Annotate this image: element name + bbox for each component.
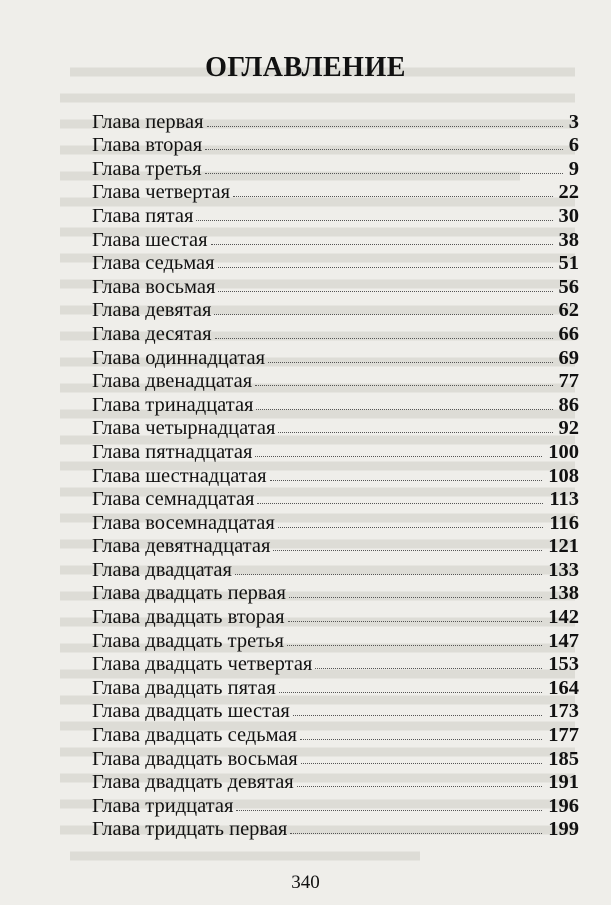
toc-dot-leader [256, 408, 552, 410]
toc-row [92, 557, 579, 581]
toc-page-number: 177 [548, 724, 579, 747]
toc-dot-leader [218, 290, 552, 292]
toc-page-number: 196 [548, 794, 579, 817]
toc-dot-leader [301, 762, 543, 764]
toc-dot-leader [278, 526, 544, 528]
toc-page-number: 173 [548, 700, 579, 723]
toc-row [92, 581, 579, 605]
toc-page-number: 191 [548, 771, 579, 794]
toc-row [92, 321, 579, 345]
toc-page-number: 185 [548, 747, 579, 770]
toc-row [92, 439, 579, 463]
toc-row [92, 369, 579, 393]
toc-dot-leader [287, 644, 542, 646]
toc-dot-leader [207, 125, 563, 127]
toc-dot-leader [289, 596, 542, 598]
toc-chapter-title: Глава двадцать восьмая [92, 747, 298, 770]
toc-row [92, 298, 579, 322]
toc-chapter-title: Глава тринадцатая [92, 393, 254, 416]
toc-chapter-title: Глава двадцать первая [92, 582, 286, 605]
toc-row [92, 722, 579, 746]
toc-chapter-title: Глава двадцать четвертая [92, 653, 313, 676]
toc-chapter-title: Глава двадцать седьмая [92, 724, 297, 747]
toc-page-number: 108 [548, 464, 579, 487]
toc-dot-leader [315, 667, 542, 669]
toc-row [92, 274, 579, 298]
toc-chapter-title: Глава восьмая [92, 275, 216, 298]
toc-dot-leader [297, 785, 543, 787]
toc-chapter-title: Глава десятая [92, 322, 212, 345]
toc-chapter-title: Глава двенадцатая [92, 370, 253, 393]
toc-chapter-title: Глава двадцать пятая [92, 676, 276, 699]
toc-chapter-title: Глава вторая [92, 134, 203, 157]
toc-dot-leader [211, 243, 553, 245]
toc-chapter-title: Глава девятнадцатая [92, 535, 271, 558]
toc-row [92, 770, 579, 794]
toc-chapter-title: Глава двадцать шестая [92, 700, 290, 723]
toc-dot-leader [288, 620, 543, 622]
toc-dot-leader [205, 172, 563, 174]
toc-dot-leader [214, 313, 552, 315]
toc-page-number: 9 [568, 157, 579, 180]
toc-dot-leader [236, 809, 542, 811]
toc-page-number: 69 [558, 346, 579, 369]
toc-page-number: 51 [558, 252, 579, 275]
toc-page-number: 66 [558, 322, 579, 345]
toc-row [92, 133, 579, 157]
toc-dot-leader [233, 195, 552, 197]
toc-chapter-title: Глава восемнадцатая [92, 511, 275, 534]
toc-dot-leader [268, 361, 552, 363]
toc-page-number: 153 [548, 653, 579, 676]
toc-chapter-title: Глава пятнадцатая [92, 440, 253, 463]
toc-row [92, 487, 579, 511]
toc-chapter-title: Глава шестнадцатая [92, 464, 267, 487]
toc-row [92, 156, 579, 180]
toc-row [92, 628, 579, 652]
toc-dot-leader [235, 573, 542, 575]
toc-page-number: 3 [568, 110, 579, 133]
toc-page-number: 116 [549, 511, 579, 534]
toc-row [92, 251, 579, 275]
toc-dot-leader [196, 219, 552, 221]
toc-row [92, 652, 579, 676]
page-number: 340 [291, 872, 320, 893]
toc-row [92, 817, 579, 841]
toc-row [92, 416, 579, 440]
toc-chapter-title: Глава четырнадцатая [92, 417, 276, 440]
toc-row [92, 203, 579, 227]
toc-chapter-title: Глава четвертая [92, 181, 231, 204]
toc-chapter-title: Глава третья [92, 157, 202, 180]
toc-chapter-title: Глава первая [92, 110, 204, 133]
toc-chapter-title: Глава двадцать девятая [92, 771, 294, 794]
toc-page-number: 199 [548, 818, 579, 841]
toc-dot-leader [290, 832, 542, 834]
toc-page-number: 113 [549, 488, 579, 511]
toc-page-number: 30 [558, 204, 579, 227]
toc-dot-leader [218, 266, 553, 268]
toc-row [92, 463, 579, 487]
toc-row [92, 675, 579, 699]
toc-row [92, 699, 579, 723]
toc-chapter-title: Глава пятая [92, 204, 194, 227]
toc-chapter-title: Глава седьмая [92, 252, 215, 275]
toc-dot-leader [205, 148, 563, 150]
toc-dot-leader [273, 549, 542, 551]
toc-chapter-title: Глава двадцатая [92, 558, 232, 581]
toc-dot-leader [300, 738, 542, 740]
toc-row [92, 392, 579, 416]
toc-page-number: 142 [548, 606, 579, 629]
toc-row [92, 534, 579, 558]
page-title: ОГЛАВЛЕНИЕ [205, 52, 406, 83]
toc-dot-leader [278, 431, 552, 433]
toc-page-number: 38 [558, 228, 579, 251]
toc-page-number: 100 [548, 440, 579, 463]
toc-chapter-title: Глава двадцать третья [92, 629, 284, 652]
toc-row [92, 345, 579, 369]
toc-row [92, 180, 579, 204]
toc-row [92, 746, 579, 770]
toc-page-number: 56 [558, 275, 579, 298]
toc-dot-leader [257, 502, 543, 504]
toc-row [92, 793, 579, 817]
toc-chapter-title: Глава тридцатая [92, 794, 234, 817]
toc-page-number: 62 [558, 299, 579, 322]
toc-chapter-title: Глава двадцать вторая [92, 606, 285, 629]
toc-row [92, 604, 579, 628]
toc-row [92, 510, 579, 534]
toc-dot-leader [270, 479, 543, 481]
toc-chapter-title: Глава девятая [92, 299, 212, 322]
toc-chapter-title: Глава одиннадцатая [92, 346, 266, 369]
toc-dot-leader [255, 384, 552, 386]
toc-chapter-title: Глава шестая [92, 228, 208, 251]
toc-dot-leader [293, 714, 542, 716]
toc-chapter-title: Глава семнадцатая [92, 488, 255, 511]
toc-page-number: 86 [558, 393, 579, 416]
toc-page-number: 121 [548, 535, 579, 558]
toc-dot-leader [279, 691, 543, 693]
toc-page-number: 22 [558, 181, 579, 204]
toc-row [92, 109, 579, 133]
toc-dot-leader [255, 455, 542, 457]
toc-row [92, 227, 579, 251]
toc-page-number: 138 [548, 582, 579, 605]
toc-page-number: 147 [548, 629, 579, 652]
toc-page-number: 77 [558, 370, 579, 393]
toc-dot-leader [215, 337, 553, 339]
table-of-contents [92, 109, 579, 840]
toc-page-number: 92 [558, 417, 579, 440]
toc-page-number: 133 [548, 558, 579, 581]
toc-page-number: 6 [568, 134, 579, 157]
toc-page-number: 164 [548, 676, 579, 699]
toc-chapter-title: Глава тридцать первая [92, 818, 288, 841]
